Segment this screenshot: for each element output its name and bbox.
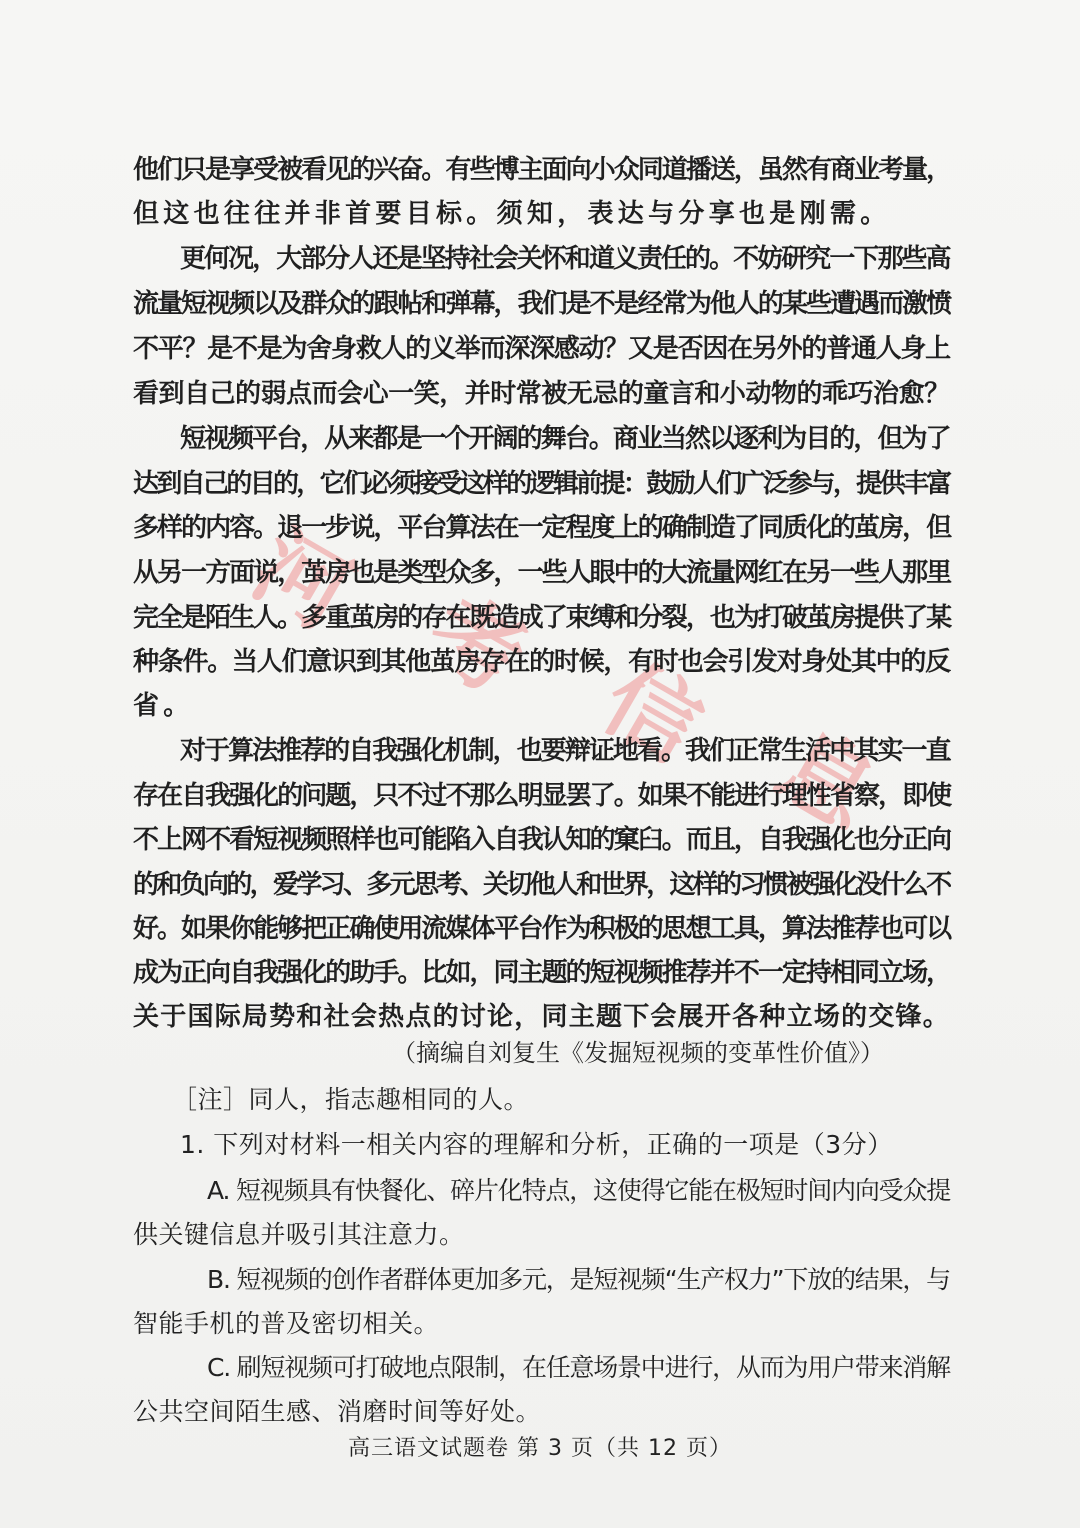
passage-line: 不平？是不是为舍身救人的义举而深深感动？又是否因在另外的普通人身上 [133, 334, 950, 364]
question-stem: 1. 下列对材料一相关内容的理解和分析，正确的一项是（3分） [180, 1130, 893, 1159]
option-b: B. 短视频的创作者群体更加多元，是短视频“生产权力”下放的结果，与 [207, 1265, 950, 1294]
passage-line: 多样的内容。退一步说，平台算法在一定程度上的确制造了同质化的茧房，但 [133, 513, 951, 543]
passage-line: 不上网不看短视频照样也可能陷入自我认知的窠臼。而且，自我强化也分正向 [133, 825, 951, 855]
passage-line: 关于国际局势和社会热点的讨论，同主题下会展开各种立场的交锋。 [133, 1002, 951, 1032]
passage-line: 短视频平台，从来都是一个开阔的舞台。商业当然以逐利为目的，但为了 [180, 424, 950, 454]
passage-line: 看到自己的弱点而会心一笑，并时常被无忌的童言和小动物的乖巧治愈？ [133, 379, 950, 409]
passage-line: 他们只是享受被看见的兴奋。有些博主面向小众同道播送，虽然有商业考量， [133, 155, 951, 185]
page-footer: 高三语文试题卷 第 3 页（共 12 页） [348, 1436, 732, 1461]
passage-line: 更何况，大部分人还是坚持社会关怀和道义责任的。不妨研究一下那些高 [180, 244, 950, 274]
passage-line: 的和负向的，爱学习、多元思考、关切他人和世界，这样的习惯被强化没什么不 [133, 870, 950, 900]
passage-line: 种条件。当人们意识到其他茧房存在的时候，有时也会引发对身处其中的反 [133, 647, 950, 677]
watermark-char: 河 [235, 511, 369, 650]
passage-line: 从另一方面说，茧房也是类型众多，一些人眼中的大流量网红在另一些人那里 [133, 558, 951, 588]
passage-line: 达到自己的目的，它们必须接受这样的逻辑前提：鼓励人们广泛参与，提供丰富 [133, 469, 950, 499]
passage-line: 好。如果你能够把正确使用流媒体平台作为积极的思想工具，算法推荐也可以 [133, 914, 951, 944]
option-a-continued: 供关键信息并吸引其注意力。 [133, 1220, 465, 1249]
watermark-char: 信 [585, 644, 719, 783]
passage-line: 成为正向自我强化的助手。比如，同主题的短视频推荐并不一定持相同立场， [133, 958, 951, 988]
passage-line: 省。 [133, 691, 194, 721]
annotation-note: ［注］同人，指志趣相同的人。 [172, 1085, 530, 1114]
option-b-continued: 智能手机的普及密切相关。 [133, 1309, 440, 1338]
passage-line: 存在自我强化的问题，只不过不那么明显罢了。如果不能进行理性省察，即使 [133, 781, 951, 811]
option-c-continued: 公共空间陌生感、消磨时间等好处。 [133, 1397, 542, 1426]
watermark-char: 息 [759, 711, 893, 850]
option-a: A. 短视频具有快餐化、碎片化特点，这使得它能在极短时间内向受众提 [207, 1176, 951, 1205]
option-c: C. 刷短视频可打破地点限制，在任意场景中进行，从而为用户带来消解 [207, 1353, 950, 1382]
source-citation: （摘编自刘复生《发掘短视频的变革性价值》） [392, 1039, 884, 1067]
passage-line: 对于算法推荐的自我强化机制，也要辩证地看。我们正常生活中其实一直 [180, 736, 950, 766]
passage-line: 完全是陌生人。多重茧房的存在既造成了束缚和分裂，也为打破茧房提供了某 [133, 603, 951, 633]
passage-line: 但这也往往并非首要目标。须知，表达与分享也是刚需。 [133, 199, 891, 229]
passage-line: 流量短视频以及群众的跟帖和弹幕，我们是不是经常为他人的某些遭遇而激愤 [133, 289, 951, 319]
watermark-char: 考 [409, 576, 543, 715]
